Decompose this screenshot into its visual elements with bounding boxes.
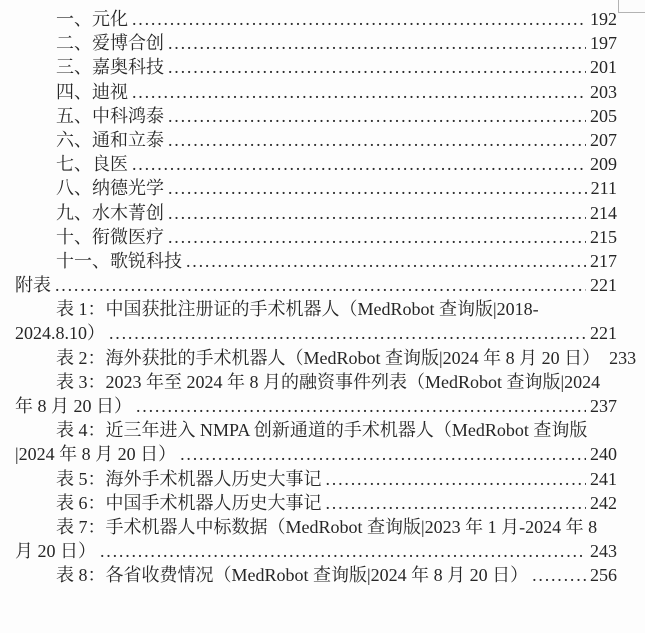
toc-line[interactable] [0, 225, 645, 249]
dot-leader [136, 394, 586, 418]
page-number: 221 [590, 323, 617, 344]
dot-leader [168, 176, 587, 200]
toc-line[interactable] [0, 467, 645, 491]
dot-leader [168, 201, 586, 225]
toc-entry-text: 十、衔微医疗 [56, 226, 164, 247]
toc-line[interactable] [0, 321, 645, 345]
page-number: 203 [590, 81, 617, 102]
dot-leader [168, 128, 586, 152]
toc-entry-text: |2024 年 8 月 20 日） [15, 444, 177, 465]
toc-entry-text: 一、元化 [56, 9, 128, 29]
toc-entry-text: 表 6：中国手术机器人历史大事记 [56, 492, 322, 513]
toc-entry-text: 表 3：2023 年至 2024 年 8 月的融资事件列表（MedRobot 查询版|2024 [56, 371, 601, 392]
toc-entry-text: 表 2：海外获批的手术机器人（MedRobot 查询版|2024 年 8 月 20 日） [56, 347, 601, 368]
toc-line[interactable] [0, 539, 645, 563]
toc-line[interactable] [0, 418, 645, 442]
toc-entry-text: 表 5：海外手术机器人历史大事记 [56, 468, 322, 489]
page-number: 233 [609, 347, 637, 368]
dot-leader [168, 55, 586, 79]
page-number: 209 [590, 154, 617, 175]
page-number: 221 [590, 275, 617, 296]
toc-line[interactable] [0, 176, 645, 200]
toc-line[interactable] [0, 104, 645, 128]
toc-entry-text: 表 8：各省收费情况（MedRobot 查询版|2024 年 8 月 20 日） [56, 565, 529, 586]
toc-line[interactable] [0, 128, 645, 152]
toc-entry-text: 月 20 日） [15, 541, 96, 562]
toc-line[interactable] [0, 152, 645, 176]
toc-entry-text: 八、纳德光学 [56, 178, 164, 199]
toc-line[interactable] [0, 346, 645, 370]
page-number: 205 [590, 105, 617, 126]
toc-line[interactable] [0, 273, 645, 297]
page-number: 207 [590, 129, 617, 150]
dot-leader [168, 31, 586, 55]
toc-entry-text: 五、中科鸿泰 [56, 105, 164, 126]
page-number: 240 [590, 444, 617, 465]
page-number: 197 [590, 33, 617, 54]
dot-leader [326, 467, 587, 491]
toc-line[interactable] [0, 80, 645, 104]
toc-entry-text: 二、爱博合创 [56, 33, 164, 54]
toc-entry-text: 十一、歌锐科技 [56, 250, 182, 271]
page-number: 215 [590, 226, 617, 247]
toc-line[interactable] [0, 201, 645, 225]
toc-line[interactable] [0, 442, 645, 466]
page-number: 237 [590, 396, 617, 416]
page-number: 211 [590, 178, 617, 199]
dot-leader [132, 7, 586, 31]
toc-line[interactable] [0, 394, 645, 418]
dot-leader [132, 152, 586, 176]
page-number: 192 [590, 9, 617, 29]
page-number: 217 [590, 250, 617, 271]
toc-entry-text: 附表 [15, 275, 51, 296]
dot-leader [100, 539, 586, 563]
toc-entry-text: 三、嘉奥科技 [56, 57, 164, 78]
toc-entry-text: 表 1：中国获批注册证的手术机器人（MedRobot 查询版|2018- [56, 299, 539, 320]
page-number: 201 [590, 57, 617, 78]
page-number: 256 [590, 565, 617, 586]
page-number: 243 [590, 541, 617, 562]
dot-leader [186, 249, 586, 273]
dot-leader [532, 563, 586, 587]
page-number: 242 [590, 492, 617, 513]
toc-entry-text: 七、良医 [56, 154, 128, 175]
toc-line[interactable] [0, 31, 645, 55]
dot-leader [326, 491, 587, 515]
page-number: 241 [590, 468, 617, 489]
toc-entry-text: 表 4：近三年进入 NMPA 创新通道的手术机器人（MedRobot 查询版 [56, 420, 588, 441]
dot-leader [168, 225, 586, 249]
toc-entry-text: 表 7：手术机器人中标数据（MedRobot 查询版|2023 年 1 月-2024 年 8 [56, 516, 598, 537]
toc-entry-text: 2024.8.10） [15, 323, 105, 344]
toc-line[interactable] [0, 249, 645, 273]
toc-entry-text: 四、迪视 [56, 81, 128, 102]
dot-leader [168, 104, 586, 128]
toc-entry-text: 六、通和立泰 [56, 129, 164, 150]
dot-leader [180, 442, 586, 466]
toc-line[interactable] [0, 515, 645, 539]
toc-entry-text: 年 8 月 20 日） [15, 396, 132, 416]
toc-line[interactable] [0, 297, 645, 321]
dot-leader [55, 273, 586, 297]
toc-line[interactable] [0, 7, 645, 31]
page-number: 214 [590, 202, 617, 223]
table-of-contents [0, 7, 645, 588]
page-corner-artifact [618, 0, 645, 13]
toc-line[interactable] [0, 55, 645, 79]
toc-line[interactable] [0, 491, 645, 515]
dot-leader [132, 80, 586, 104]
dot-leader [109, 321, 586, 345]
toc-line[interactable] [0, 370, 645, 394]
toc-line[interactable] [0, 563, 645, 587]
toc-entry-text: 九、水木菁创 [56, 202, 164, 223]
